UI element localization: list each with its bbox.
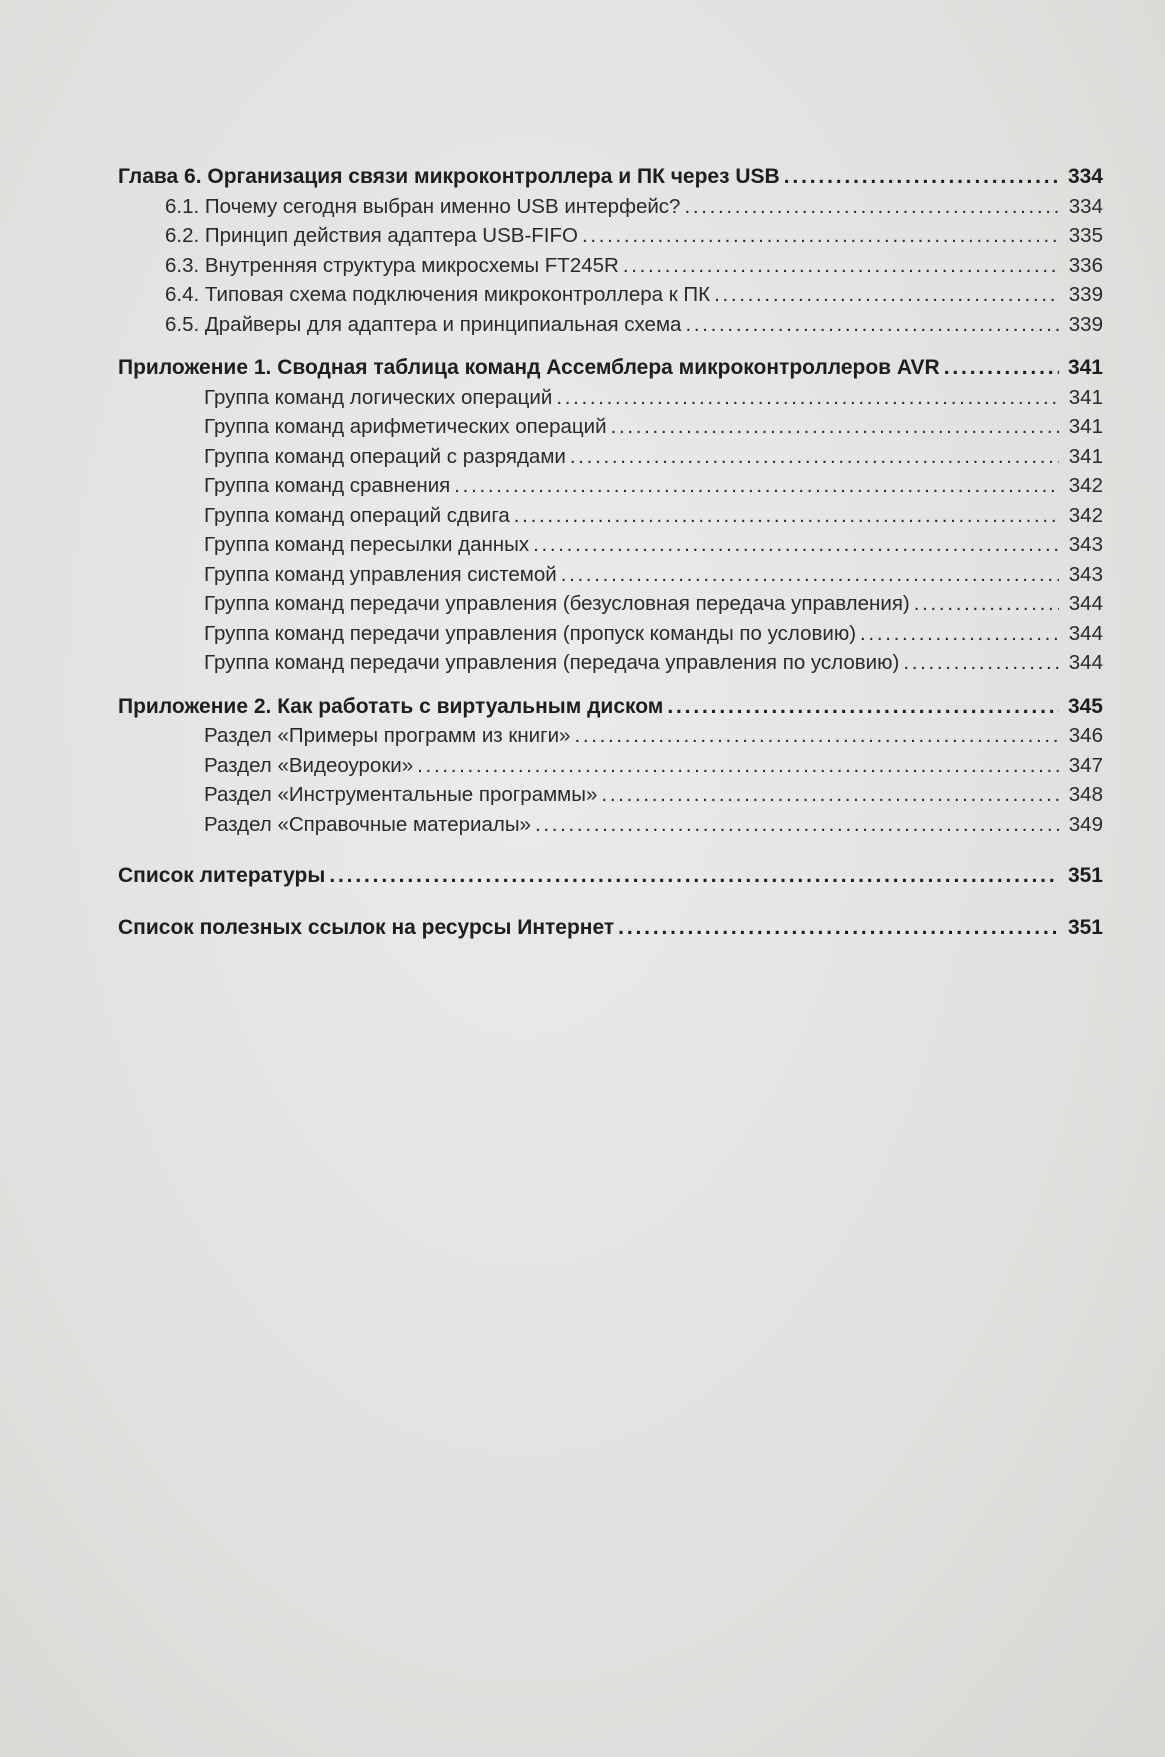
toc-entry-title: 6.3. Внутренняя структура микросхемы FT245R xyxy=(165,253,619,277)
toc-entry-title: Приложение 1. Сводная таблица команд Ассемблера микроконтроллеров AVR xyxy=(118,356,940,379)
toc-item xyxy=(118,471,1103,501)
toc-item xyxy=(118,310,1103,340)
toc-entry-page: 343 xyxy=(1068,533,1103,556)
toc-entry-title: 6.2. Принцип действия адаптера USB-FIFO xyxy=(165,224,578,247)
toc-item xyxy=(118,560,1103,590)
toc-item xyxy=(118,501,1103,531)
toc-entry-page: 341 xyxy=(1067,356,1103,379)
toc-entry-title: Группа команд передачи управления (безусловная передача управления) xyxy=(204,592,910,615)
toc-entry-title: Приложение 2. Как работать с виртуальным диском xyxy=(118,694,664,718)
toc-entry-page: 351 xyxy=(1067,915,1103,939)
toc-entry-page: 335 xyxy=(1068,224,1103,247)
dot-leader xyxy=(535,810,1059,840)
toc-entry-page: 339 xyxy=(1068,283,1103,306)
toc-entry-title: Раздел «Инструментальные программы» xyxy=(204,783,598,806)
toc-appendix-2 xyxy=(118,692,1103,722)
toc-entry-title: Группа команд управления системой xyxy=(204,562,557,586)
dot-leader xyxy=(685,310,1059,340)
toc-entry-page: 344 xyxy=(1068,651,1103,674)
toc-entry-title: Список литературы xyxy=(118,864,326,887)
toc-item xyxy=(118,383,1103,413)
dot-leader xyxy=(714,280,1059,310)
toc-item xyxy=(118,721,1103,751)
dot-leader xyxy=(561,560,1059,590)
toc-appendix-1 xyxy=(118,353,1103,383)
toc-item xyxy=(118,589,1103,619)
toc-entry-page: 344 xyxy=(1068,621,1103,645)
spacer xyxy=(118,678,1103,692)
toc-entry-page: 339 xyxy=(1068,312,1103,336)
toc-entry-page: 349 xyxy=(1068,812,1103,836)
toc-entry-page: 334 xyxy=(1067,165,1103,188)
dot-leader xyxy=(914,589,1059,619)
toc-entry-page: 342 xyxy=(1068,474,1103,497)
dot-leader xyxy=(618,913,1059,943)
toc-chapter-6 xyxy=(118,162,1103,192)
toc-entry-title: Глава 6. Организация связи микроконтроллера и ПК через USB xyxy=(118,165,780,188)
toc-entry-page: 341 xyxy=(1068,444,1103,468)
toc-item xyxy=(118,810,1103,840)
dot-leader xyxy=(684,192,1059,222)
toc-entry-title: 6.1. Почему сегодня выбран именно USB интерфейс? xyxy=(165,194,681,218)
dot-leader xyxy=(582,221,1059,251)
toc-entry-page: 336 xyxy=(1068,253,1103,277)
toc-item xyxy=(118,280,1103,310)
dot-leader xyxy=(860,619,1059,649)
dot-leader xyxy=(903,648,1059,678)
toc-entry-title: 6.4. Типовая схема подключения микроконтроллера к ПК xyxy=(165,283,711,306)
spacer xyxy=(118,839,1103,861)
toc-entry-title: Группа команд сравнения xyxy=(204,474,451,497)
toc-entry-title: Раздел «Видеоуроки» xyxy=(204,753,414,777)
toc-entry-page: 334 xyxy=(1068,194,1103,218)
table-of-contents xyxy=(118,162,1103,942)
toc-item xyxy=(118,442,1103,472)
toc-entry-title: Раздел «Справочные материалы» xyxy=(204,812,531,836)
toc-entry-page: 348 xyxy=(1068,783,1103,806)
dot-leader xyxy=(570,442,1059,472)
toc-internet-links xyxy=(118,913,1103,943)
toc-entry-page: 346 xyxy=(1068,724,1103,747)
dot-leader xyxy=(944,353,1059,383)
dot-leader xyxy=(556,383,1059,413)
dot-leader xyxy=(514,501,1059,531)
toc-item xyxy=(118,530,1103,560)
toc-entry-title: Группа команд операций с разрядами xyxy=(204,444,566,468)
toc-entry-page: 344 xyxy=(1068,592,1103,615)
dot-leader xyxy=(784,162,1059,192)
dot-leader xyxy=(667,692,1059,722)
toc-entry-page: 347 xyxy=(1068,753,1103,777)
toc-entry-page: 341 xyxy=(1068,385,1103,409)
toc-entry-title: Список полезных ссылок на ресурсы Интернет xyxy=(118,915,615,939)
toc-entry-page: 351 xyxy=(1067,864,1103,887)
spacer xyxy=(118,891,1103,913)
dot-leader xyxy=(329,861,1059,891)
toc-entry-title: Группа команд логических операций xyxy=(204,385,553,409)
toc-entry-title: Группа команд передачи управления (пропуск команды по условию) xyxy=(204,621,857,645)
toc-item xyxy=(118,192,1103,222)
dot-leader xyxy=(623,251,1059,281)
toc-item xyxy=(118,619,1103,649)
dot-leader xyxy=(533,530,1059,560)
spacer xyxy=(118,339,1103,353)
toc-entry-title: 6.5. Драйверы для адаптера и принципиальная схема xyxy=(165,312,682,336)
dot-leader xyxy=(601,780,1059,810)
toc-entry-title: Раздел «Примеры программ из книги» xyxy=(204,724,571,747)
dot-leader xyxy=(574,721,1059,751)
toc-entry-title: Группа команд операций сдвига xyxy=(204,503,510,527)
dot-leader xyxy=(417,751,1059,781)
toc-entry-title: Группа команд арифметических операций xyxy=(204,415,607,438)
toc-item xyxy=(118,648,1103,678)
toc-item xyxy=(118,221,1103,251)
toc-entry-title: Группа команд пересылки данных xyxy=(204,533,530,556)
toc-item xyxy=(118,251,1103,281)
toc-entry-page: 342 xyxy=(1068,503,1103,527)
dot-leader xyxy=(454,471,1059,501)
toc-item xyxy=(118,780,1103,810)
toc-entry-title: Группа команд передачи управления (передача управления по условию) xyxy=(204,651,900,674)
toc-entry-page: 345 xyxy=(1067,694,1103,718)
toc-item xyxy=(118,751,1103,781)
toc-literature xyxy=(118,861,1103,891)
dot-leader xyxy=(611,412,1059,442)
toc-entry-page: 343 xyxy=(1068,562,1103,586)
toc-item xyxy=(118,412,1103,442)
toc-entry-page: 341 xyxy=(1068,415,1103,438)
